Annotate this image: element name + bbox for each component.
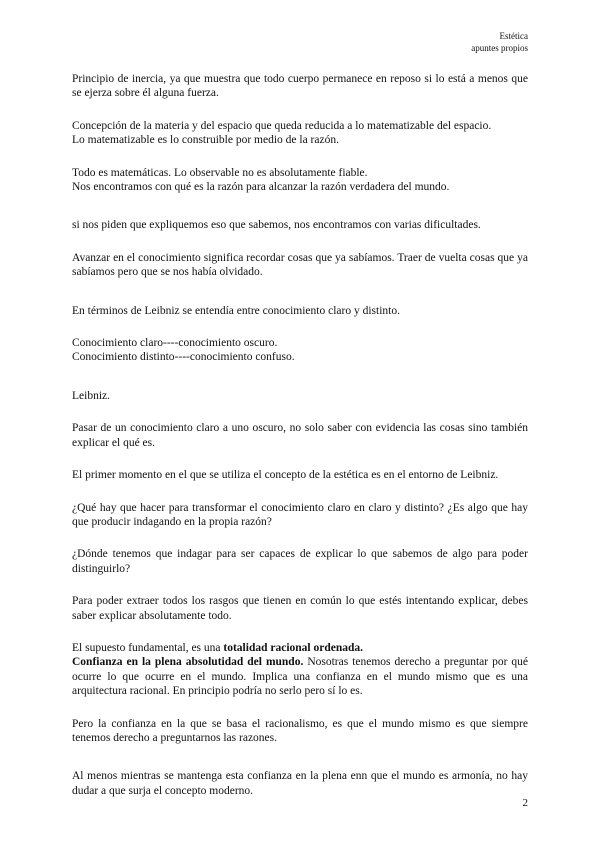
paragraph-armonia: Al menos mientras se mantenga esta confianza en la plena enn que el mundo es armonía, no hay dudar a que surja el concepto moderno.	[72, 770, 528, 797]
paragraph-primer-momento: El primer momento en el que se utiliza el concepto de la estética es en el entorno de Leibniz.	[72, 469, 499, 482]
confianza-bold: Confianza en la plena absolutidad del mundo.	[72, 656, 304, 669]
paragraph-leibniz: Leibniz.	[72, 389, 110, 402]
paragraph-rasgos: Para poder extraer todos los rasgos que tienen en común lo que estés intentando explicar, debes saber explicar absolutamente todo.	[72, 595, 528, 622]
paragraph-distinto-confuso: Conocimiento distinto----conocimiento confuso.	[72, 351, 295, 364]
header-title: Estética	[499, 31, 528, 41]
paragraph-claro-oscuro: Conocimiento claro----conocimiento oscuro.	[72, 337, 278, 350]
supuesto-bold: totalidad racional ordenada.	[223, 641, 363, 654]
paragraph-pasar: Pasar de un conocimiento claro a uno oscuro, no solo saber con evidencia las cosas sino también explicar el qué es.	[72, 422, 528, 449]
supuesto-text: El supuesto fundamental, es una	[72, 641, 224, 654]
paragraph-razon: Nos encontramos con qué es la razón para alcanzar la razón verdadera del mundo.	[72, 181, 450, 194]
page-number: 2	[522, 797, 528, 809]
paragraph-matematicas: Todo es matemáticas. Lo observable no es absolutamente fiable.	[72, 166, 368, 179]
paragraph-supuesto	[72, 641, 528, 655]
page-header	[471, 30, 528, 54]
paragraph-matematizable: Lo matematizable es lo construible por medio de la razón.	[72, 134, 339, 147]
paragraph-racionalismo: Pero la confianza en la que se basa el racionalismo, es que el mundo mismo es que siempre tenemos derecho a preguntarnos las razones.	[72, 717, 528, 744]
paragraph-inercia: Principio de inercia, ya que muestra que todo cuerpo permanece en reposo si lo está a menos que se ejerza sobre él alguna fuerza.	[72, 73, 528, 100]
paragraph-dificultades: si nos piden que expliquemos eso que sabemos, nos encontramos con varias dificultades.	[72, 219, 481, 232]
paragraph-pregunta-transformar: ¿Qué hay que hacer para transformar el conocimiento claro en claro y distinto? ¿Es algo que hay que producir indagando en la propia razón?	[72, 501, 528, 528]
paragraph-pregunta-indagar: ¿Dónde tenemos que indagar para ser capaces de explicar lo que sabemos de algo para poder distinguirlo?	[72, 548, 528, 575]
paragraph-leibniz-terminos: En términos de Leibniz se entendía entre conocimiento claro y distinto.	[72, 304, 400, 317]
paragraph-confianza	[72, 655, 528, 698]
confianza-text: Nosotras tenemos derecho a preguntar por qué ocurre lo que ocurre en el mundo. Implica una confianza en el mundo mismo que es una arquitectura racional. En principio podría no serlo pero sí lo es.	[72, 656, 528, 698]
document-body	[72, 72, 528, 798]
header-subtitle: apuntes propios	[471, 43, 528, 53]
paragraph-avanzar: Avanzar en el conocimiento significa recordar cosas que ya sabíamos. Traer de vuelta cosas que ya sabíamos pero que se nos había olvidado.	[72, 251, 528, 279]
paragraph-materia: Concepción de la materia y del espacio que queda reducida a lo matematizable del espacio.	[72, 119, 492, 132]
